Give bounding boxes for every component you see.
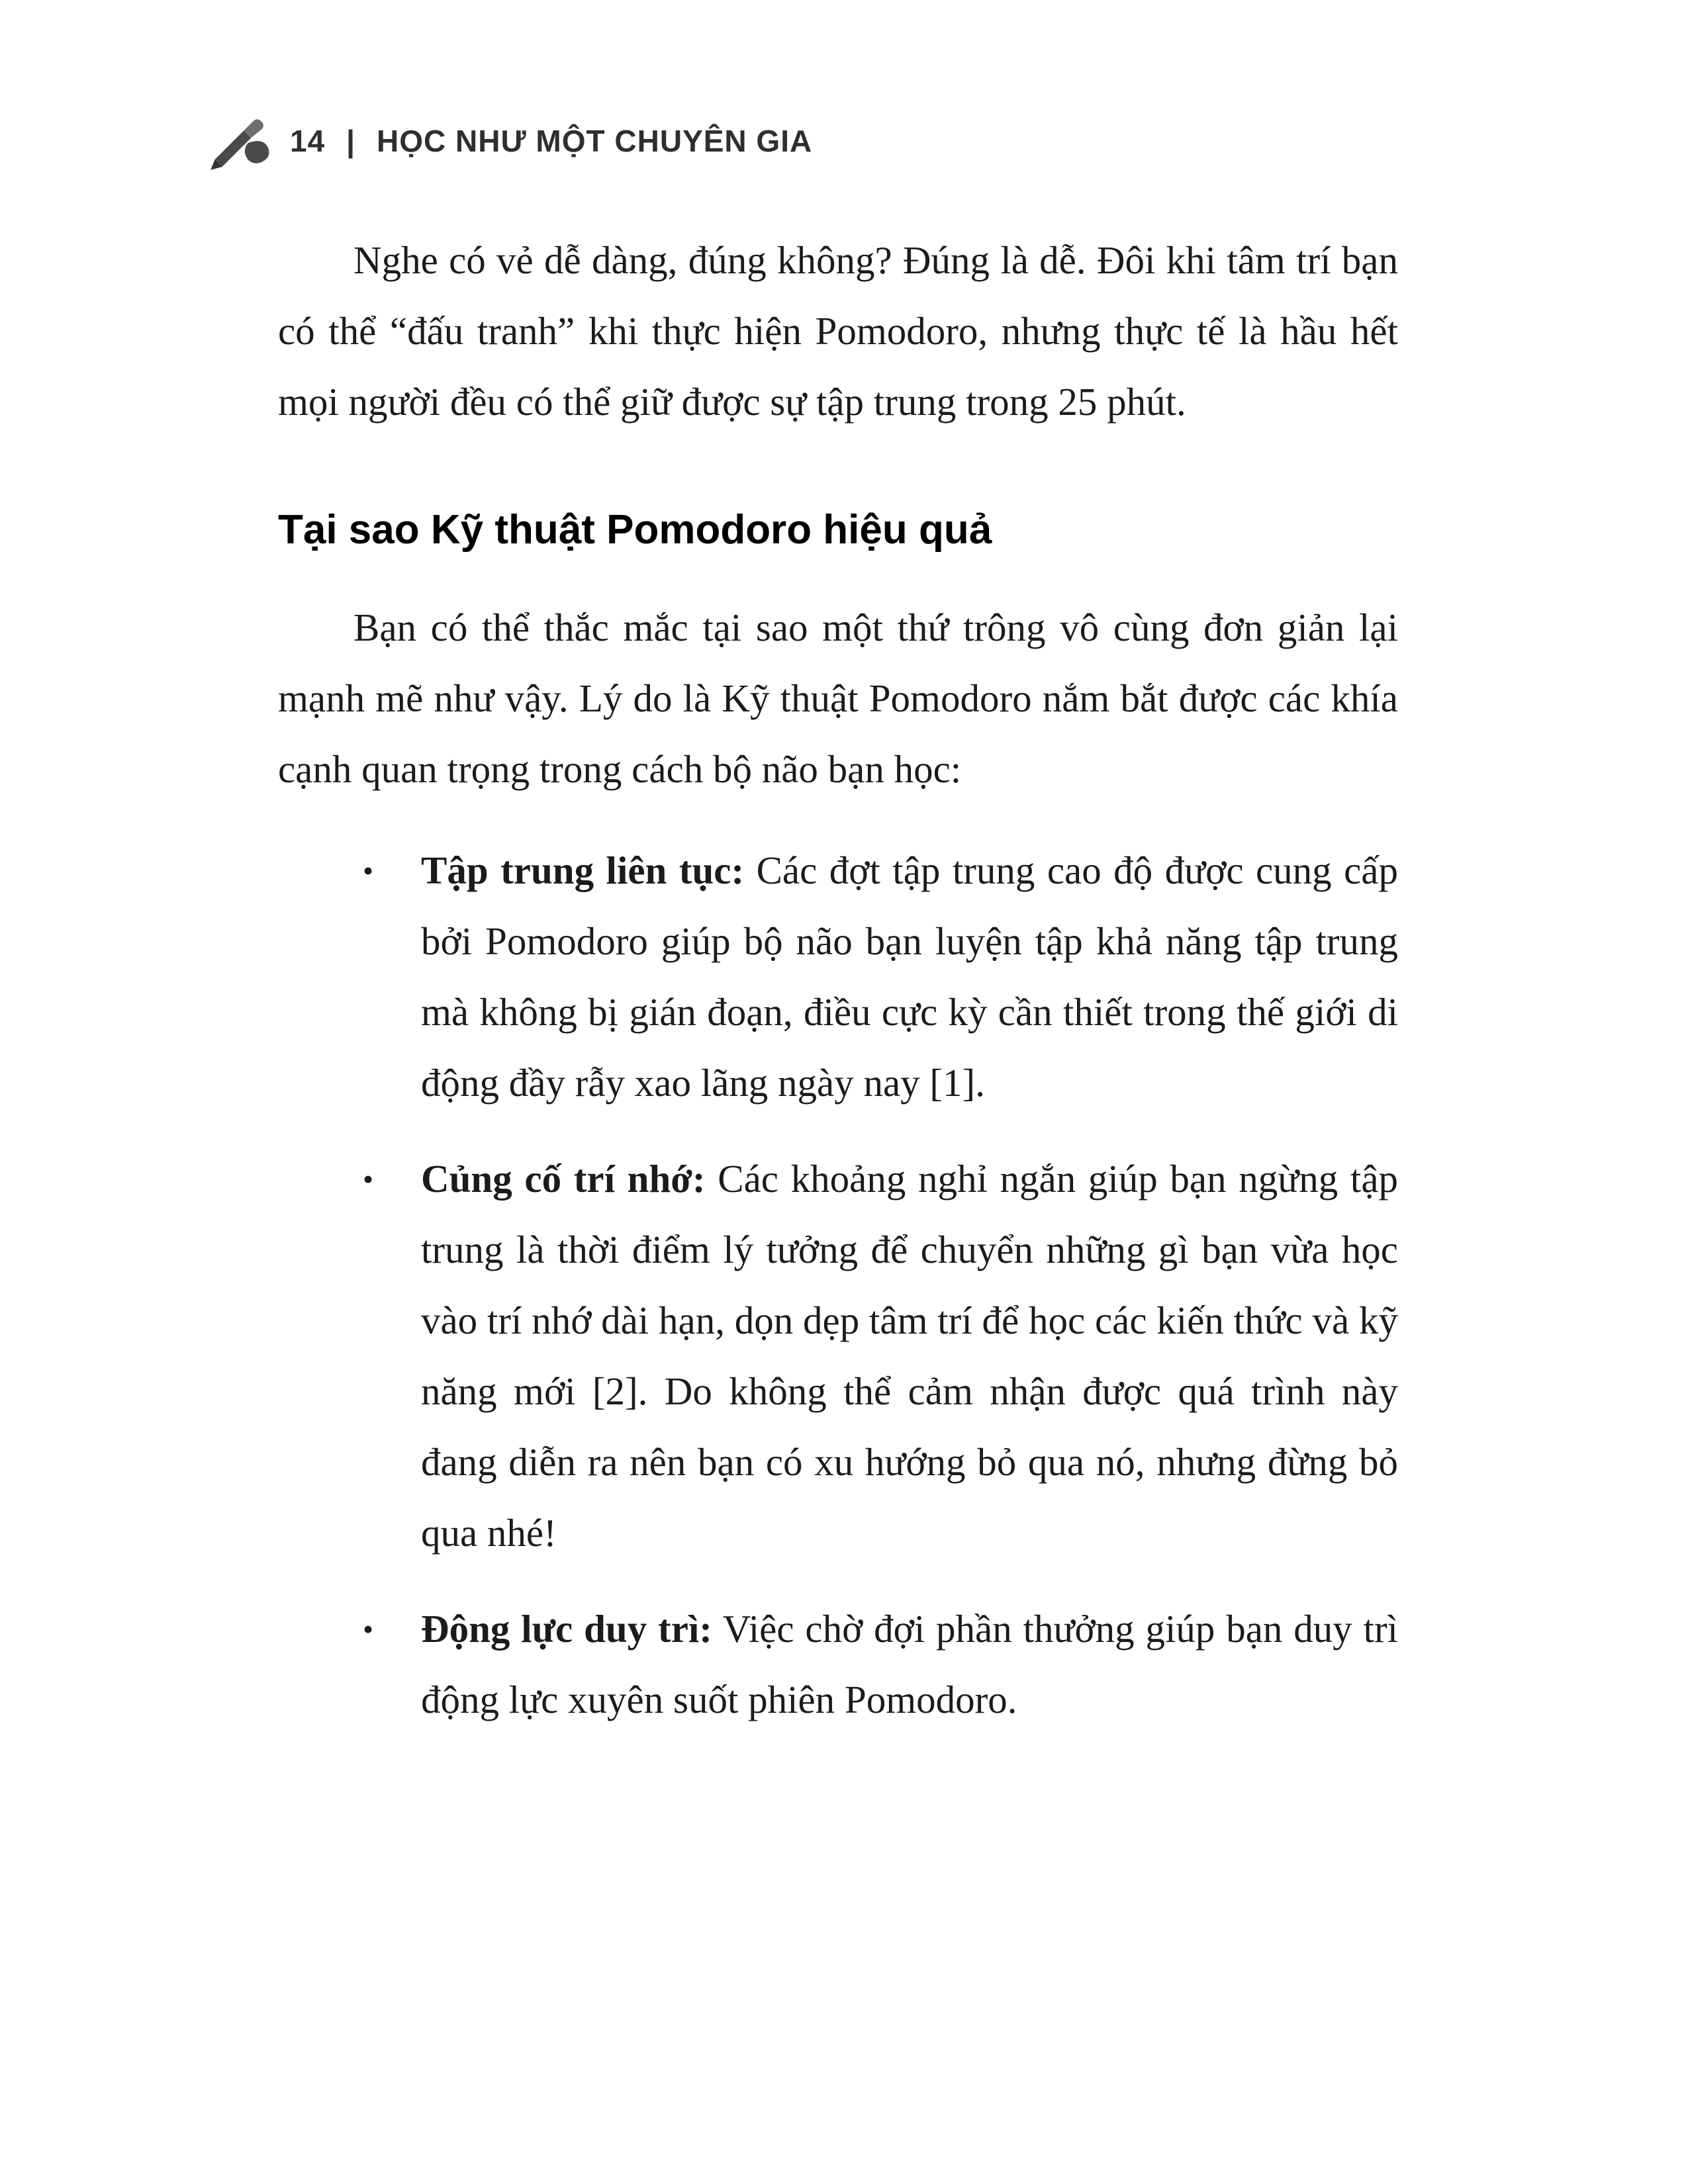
- header-title: HỌC NHƯ MỘT CHUYÊN GIA: [377, 124, 813, 158]
- paragraph: Nghe có vẻ dễ dàng, đúng không? Đúng là dễ. Đôi khi tâm trí bạn có thể “đấu tranh” khi thực hiện Pomodoro, nhưng thực tế là hầu hết mọi người đều có thể giữ được sự tập trung trong 25 phút.: [278, 238, 1398, 424]
- bullet-text: Các khoảng nghỉ ngắn giúp bạn ngừng tập trung là thời điểm lý tưởng để chuyển những gì bạn vừa học vào trí nhớ dài hạn, dọn dẹp tâm trí để học các kiến thức và kỹ năng mới [2]. Do không thể cảm nhận được quá trình này đang diễn ra nên bạn có xu hướng bỏ qua nó, nhưng đừng bỏ qua nhé!: [421, 1157, 1399, 1555]
- list-item: [278, 835, 1398, 1118]
- bullet-icon: •: [363, 1612, 374, 1646]
- list-item: [278, 1144, 1398, 1569]
- header-separator: |: [346, 124, 356, 158]
- bullet-icon: •: [363, 854, 374, 887]
- bullet-text: Việc chờ đợi phần thưởng giúp bạn duy trì động lực xuyên suốt phiên Pomodoro.: [421, 1607, 1399, 1721]
- page-number: 14: [290, 124, 326, 158]
- writing-hand-icon: [207, 111, 273, 171]
- page-content: [278, 225, 1398, 1735]
- list-item: [278, 1594, 1398, 1735]
- section-heading: Tại sao Kỹ thuật Pomodoro hiệu quả: [278, 507, 992, 553]
- paragraph: Bạn có thể thắc mắc tại sao một thứ trông vô cùng đơn giản lại mạnh mẽ như vậy. Lý do là Kỹ thuật Pomodoro nắm bắt được các khía cạnh quan trọng trong cách bộ não bạn học:: [278, 606, 1398, 791]
- bullet-label: Động lực duy trì:: [421, 1607, 712, 1651]
- bullet-icon: •: [363, 1162, 374, 1196]
- bullet-label: Củng cố trí nhớ:: [421, 1157, 706, 1201]
- bullet-label: Tập trung liên tục:: [421, 848, 745, 892]
- bullet-text: Các đợt tập trung cao độ được cung cấp bởi Pomodoro giúp bộ não bạn luyện tập khả năng tập trung mà không bị gián đoạn, điều cực kỳ cần thiết trong thế giới di động đầy rẫy xao lãng ngày nay [1].: [421, 848, 1398, 1105]
- running-header: [207, 111, 812, 171]
- bullet-list: [278, 835, 1398, 1735]
